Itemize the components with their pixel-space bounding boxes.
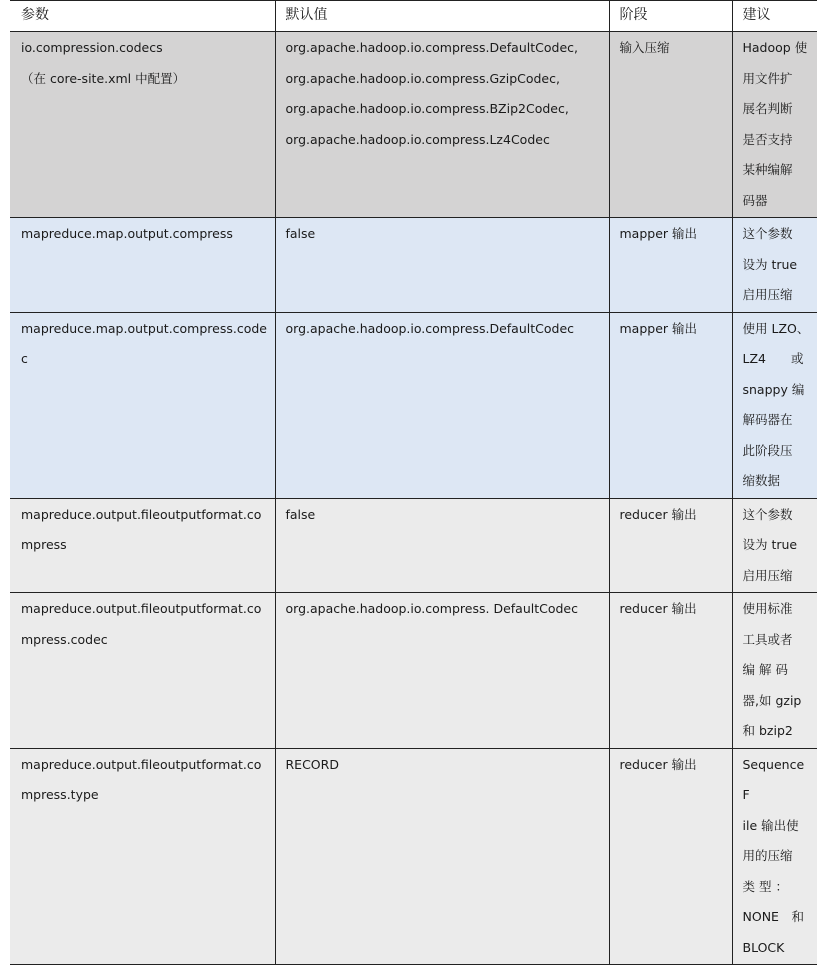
advice-line: 编 解 码 bbox=[742, 662, 788, 677]
param-line: （在 core-site.xml 中配置） bbox=[21, 70, 186, 86]
advice-line: 工具或者 bbox=[742, 631, 793, 647]
default-cell bbox=[275, 498, 609, 593]
advice-line: 类 型 ： bbox=[742, 878, 788, 894]
param-line: io.compression.codecs bbox=[21, 40, 163, 55]
param-line: mpress bbox=[21, 537, 67, 552]
advice-line: BLOCK bbox=[742, 939, 785, 955]
param-cell bbox=[10, 32, 275, 218]
advice-line: 设为 true bbox=[742, 537, 798, 552]
advice-line: 启用压缩 bbox=[742, 567, 793, 583]
advice-line: Hadoop 使 bbox=[742, 40, 808, 55]
param-cell bbox=[10, 498, 275, 593]
advice-line: 用的压缩 bbox=[742, 848, 793, 863]
header-param: 参数 bbox=[10, 1, 275, 32]
advice-line: 此阶段压 bbox=[742, 442, 793, 458]
default-line: org.apache.hadoop.io.compress. DefaultCodec bbox=[285, 601, 578, 616]
header-advice: 建议 bbox=[732, 1, 817, 32]
default-line: org.apache.hadoop.io.compress.DefaultCodec bbox=[285, 320, 575, 336]
advice-line: snappy 编 bbox=[742, 381, 805, 397]
header-row bbox=[10, 1, 817, 32]
table-row bbox=[10, 312, 817, 498]
stage-cell: mapper 输出 bbox=[609, 218, 732, 313]
default-line: org.apache.hadoop.io.compress.DefaultCodec, bbox=[285, 40, 578, 55]
default-line: org.apache.hadoop.io.compress.Lz4Codec bbox=[285, 131, 550, 147]
advice-line: 这个参数 bbox=[742, 226, 793, 241]
advice-cell bbox=[732, 218, 817, 313]
advice-line: 用文件扩 bbox=[742, 70, 793, 86]
advice-cell bbox=[732, 593, 817, 749]
advice-line: 解码器在 bbox=[742, 412, 793, 427]
advice-cell bbox=[732, 312, 817, 498]
default-cell bbox=[275, 593, 609, 749]
default-line: false bbox=[285, 506, 316, 522]
advice-line: 某种编解 bbox=[742, 162, 793, 177]
header-stage: 阶段 bbox=[609, 1, 732, 32]
table-row bbox=[10, 748, 817, 965]
advice-line: 和 bzip2 bbox=[742, 723, 793, 738]
default-cell bbox=[275, 748, 609, 965]
advice-line: 使用标准 bbox=[742, 601, 793, 616]
stage-cell: mapper 输出 bbox=[609, 312, 732, 498]
default-cell bbox=[275, 312, 609, 498]
param-line: mapreduce.output.fileoutputformat.co bbox=[21, 506, 262, 522]
table-row bbox=[10, 498, 817, 593]
param-line: mpress.type bbox=[21, 787, 99, 802]
advice-line: 是否支持 bbox=[742, 131, 793, 147]
table-row bbox=[10, 593, 817, 749]
advice-line: NONE 和 bbox=[742, 909, 804, 924]
advice-line: 码器 bbox=[742, 192, 768, 208]
advice-line: 设为 true bbox=[742, 256, 798, 272]
advice-line: 启用压缩 bbox=[742, 287, 793, 302]
param-line: mpress.codec bbox=[21, 631, 108, 647]
stage-cell: 输入压缩 bbox=[609, 32, 732, 218]
header-default: 默认值 bbox=[275, 1, 609, 32]
advice-cell bbox=[732, 32, 817, 218]
default-line: org.apache.hadoop.io.compress.BZip2Codec, bbox=[285, 101, 569, 116]
stage-cell: reducer 输出 bbox=[609, 498, 732, 593]
param-line: mapreduce.map.output.compress.codec bbox=[21, 320, 267, 366]
advice-line: SequenceF bbox=[742, 756, 805, 802]
table-row bbox=[10, 32, 817, 218]
param-line: mapreduce.output.fileoutputformat.co bbox=[21, 756, 262, 772]
advice-line: 使用 LZO、 bbox=[742, 320, 810, 336]
advice-line: 这个参数 bbox=[742, 506, 793, 522]
advice-cell bbox=[732, 748, 817, 965]
default-line: org.apache.hadoop.io.compress.GzipCodec, bbox=[285, 70, 560, 86]
param-cell bbox=[10, 593, 275, 749]
table-header bbox=[10, 1, 817, 32]
default-line: false bbox=[285, 226, 316, 241]
param-cell bbox=[10, 312, 275, 498]
param-line: mapreduce.map.output.compress bbox=[21, 226, 233, 241]
param-line: mapreduce.output.fileoutputformat.co bbox=[21, 601, 262, 616]
advice-line: LZ4 或 bbox=[742, 351, 804, 366]
stage-cell: reducer 输出 bbox=[609, 748, 732, 965]
advice-line: 展名判断 bbox=[742, 101, 793, 116]
default-cell bbox=[275, 32, 609, 218]
advice-line: ile 输出使 bbox=[742, 817, 799, 833]
param-cell bbox=[10, 748, 275, 965]
compression-params-table bbox=[10, 0, 817, 965]
advice-line: 器,如 gzip bbox=[742, 692, 802, 708]
advice-cell bbox=[732, 498, 817, 593]
default-line: RECORD bbox=[285, 756, 339, 772]
stage-cell: reducer 输出 bbox=[609, 593, 732, 749]
param-cell bbox=[10, 218, 275, 313]
advice-line: 缩数据 bbox=[742, 473, 781, 488]
default-cell bbox=[275, 218, 609, 313]
table-body bbox=[10, 32, 817, 965]
table-row bbox=[10, 218, 817, 313]
